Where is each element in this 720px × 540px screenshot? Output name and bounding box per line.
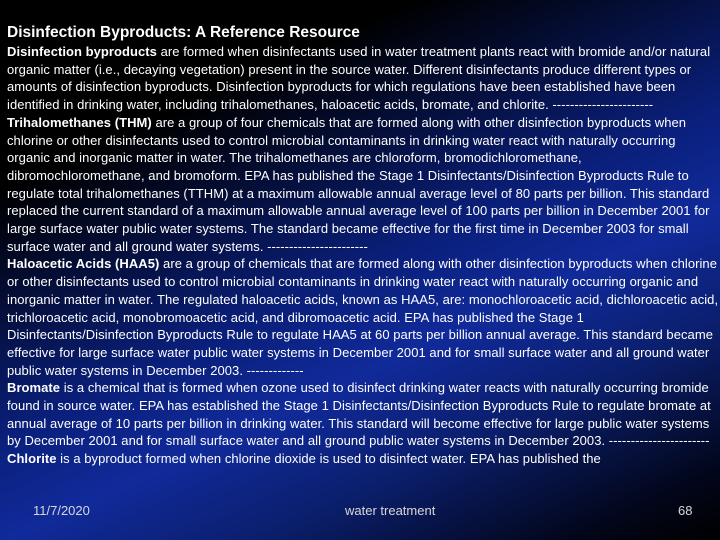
- section-haloacetic-acids: [7, 255, 719, 379]
- section-heading: Bromate: [7, 380, 61, 396]
- section-text: are a group of chemicals that are formed along with other disinfection byproducts when chlorine or other disinfectants used to control microbial contaminants in drinking water react with naturally occurring organic and inorganic matter in water. The regulated haloacetic acids, known as HAA5, are: monochloroacetic acid, dichloroacetic acid, trichloroacetic acid, monobromoacetic acid, and dibromoacetic acid. EPA has published the Stage 1 Disinfectants/Disinfection Byproducts Rule to regulate HAA5 at 60 parts per billion annual average. This standard became effective for large surface water public water systems in December 2001 and for small surface water and all ground water public water systems in December 2003. -------------: [7, 256, 719, 378]
- section-text: are formed when disinfectants used in water treatment plants react with bromide and/or natural organic matter (i.e., decaying vegetation) present in the source water. Different disinfectants produce different types or amounts of disinfection byproducts. Disinfection byproducts for which regulations have been established have been identified in drinking water, including trihalomethanes, haloacetic acids, bromate, and chlorite. -----------------------: [7, 44, 711, 113]
- slide-body: [7, 43, 719, 468]
- section-heading: Trihalomethanes (THM): [7, 114, 152, 130]
- section-bromate: [7, 379, 719, 450]
- footer-page-number: 68: [678, 503, 693, 518]
- section-trihalomethanes: [7, 114, 719, 256]
- section-chlorite: [7, 450, 719, 468]
- section-heading: Chlorite: [7, 451, 57, 467]
- section-text: is a byproduct formed when chlorine dioxide is used to disinfect water. EPA has published the: [56, 451, 601, 467]
- slide-title: Disinfection Byproducts: A Reference Resource: [7, 24, 360, 41]
- section-heading: Disinfection byproducts: [7, 44, 157, 59]
- footer-date: 11/7/2020: [33, 503, 90, 518]
- footer-center-text: water treatment: [345, 503, 436, 518]
- section-disinfection-byproducts: [7, 43, 719, 114]
- section-text: is a chemical that is formed when ozone used to disinfect drinking water reacts with naturally occurring bromide found in source water. EPA has established the Stage 1 Disinfectants/Disinfection Byproducts Rule to regulate bromate at annual average of 10 parts per billion in drinking water. This standard will become effective for large public water systems by December 2001 and for small surface water and all ground public water systems in December 2003. -----------------------: [7, 380, 711, 449]
- section-text: are a group of four chemicals that are formed along with other disinfection byproducts when chlorine or other disinfectants used to control microbial contaminants in drinking water react with naturally occurring organic and inorganic matter in water. The trihalomethanes are chloroform, bromodichloromethane, dibromochloromethane, and bromoform. EPA has published the Stage 1 Disinfectants/Disinfection Byproducts Rule to regulate total trihalomethanes (TTHM) at a maximum allowable annual average level of 80 parts per billion. This standard replaced the current standard of a maximum allowable annual average level of 100 parts per billion in December 2001 for large surface water public water systems. The standard became effective for the first time in December 2003 for small surface water and all ground water systems. -----------------------: [7, 114, 710, 254]
- section-heading: Haloacetic Acids (HAA5): [7, 256, 160, 272]
